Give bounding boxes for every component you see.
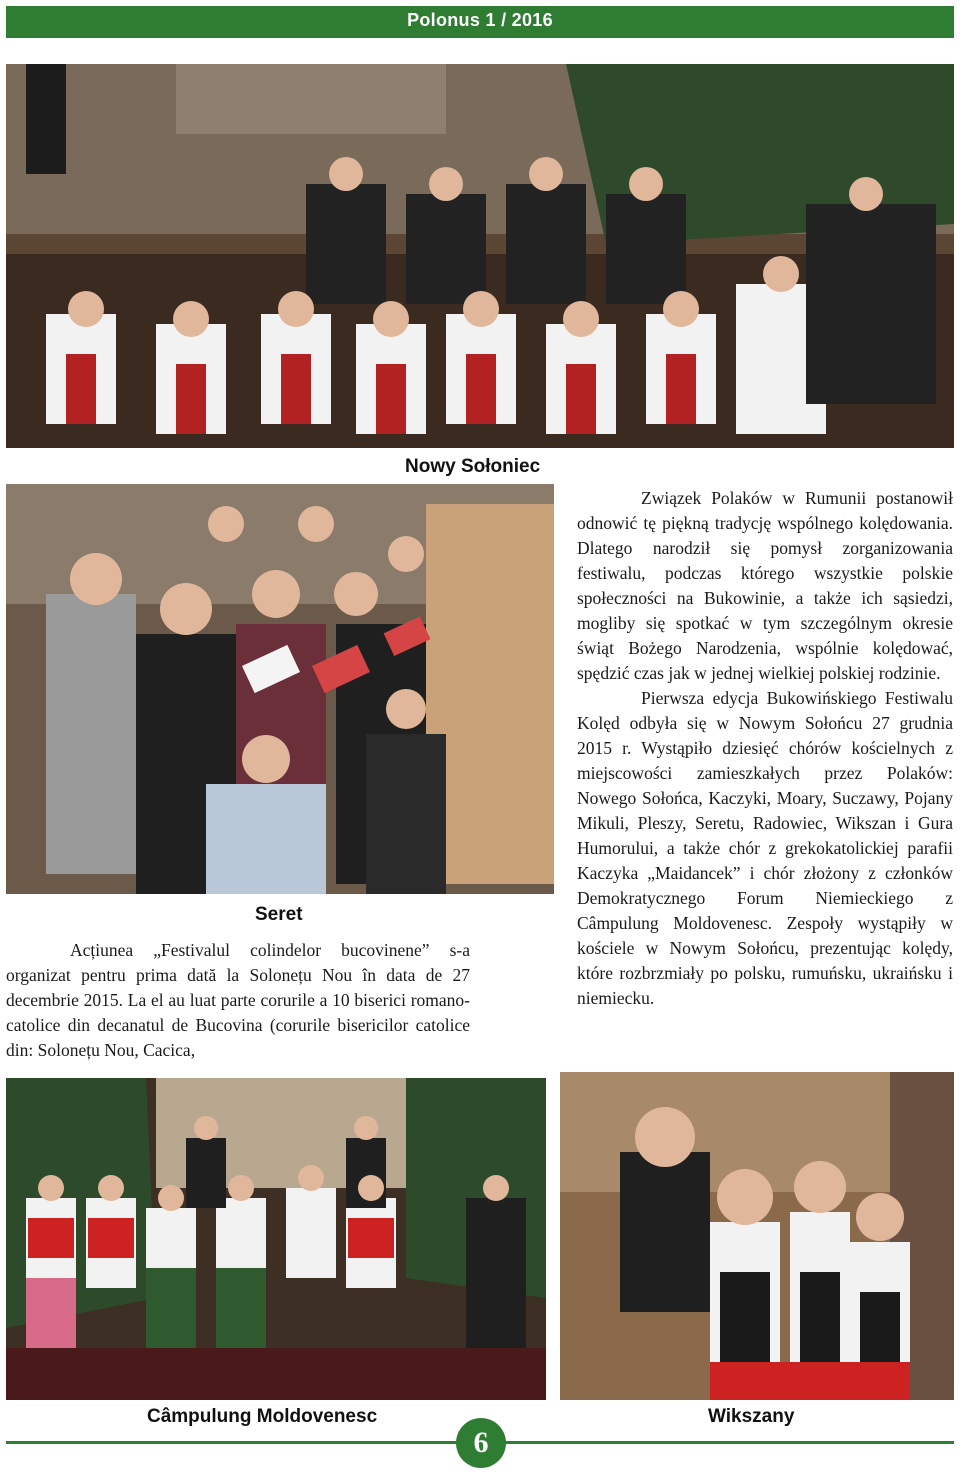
article-romanian-column bbox=[6, 938, 470, 1063]
page-header bbox=[0, 0, 960, 40]
article-romanian-paragraph-1: Acțiunea „Festivalul colindelor bucovinene” s-a organizat pentru prima dată la Solonețu Nou în data de 27 decembrie 2015. La el au luat parte corurile a 10 biserici romano-catolice din decanatul de Bucovina (corurile bisericilor catolice din: Solonețu Nou, Cacica, bbox=[6, 940, 470, 1060]
caption-seret: Seret bbox=[255, 904, 303, 925]
caption-campulung: Câmpulung Moldovenesc bbox=[147, 1406, 378, 1427]
article-polish-paragraph-1: Związek Polaków w Rumunii postanowił odnowić tę piękną tradycję wspólnego kolędowania. Dlatego narodził się pomysł zorganizowania festiwalu, podczas którego wszystkie polskie społeczności na Bukowinie, a także ich sąsiedzi, mogliby się spotkać w tym szczególnym okresie świąt Bożego Narodzenia, wspólnie kolędować, spędzić czas jak w jednej wielkiej polskiej rodzinie. bbox=[577, 488, 953, 683]
photo-wikszany bbox=[560, 1072, 954, 1400]
caption-nowy-soloniec: Nowy Sołoniec bbox=[405, 456, 541, 477]
photo-nowy-soloniec bbox=[6, 64, 954, 448]
page-number: 6 bbox=[456, 1418, 506, 1468]
magazine-title: Polonus 1 / 2016 bbox=[407, 10, 553, 30]
caption-wikszany: Wikszany bbox=[708, 1406, 795, 1427]
article-polish-paragraph-2: Pierwsza edycja Bukowińskiego Festiwalu Kolęd odbyła się w Nowym Sołońcu 27 grudnia 2015 r. Wystąpiło dziesięć chórów kościelnych z miejscowości zamieszkałych przez Polaków: Nowego Sołońca, Kaczyki, Moary, Suczawy, Pojany Mikuli, Pleszy, Seretu, Radowiec, Wikszan i Gura Humorului, a także chór z grekokatolickiej parafii Kaczyka „Maidancek” i chór złożony z członków Demokratycznego Forum Niemieckiego z Câmpulung Moldovenesc. Zespoły wystąpiły w kościele w Nowym Sołońcu, prezentując kolędy, które rozbrzmiały po polsku, rumuńsku, ukraińsku i niemiecku. bbox=[577, 688, 953, 1008]
photo-campulung-moldovenesc bbox=[6, 1078, 546, 1400]
photo-seret bbox=[6, 484, 554, 894]
article-polish-column bbox=[577, 486, 953, 1011]
